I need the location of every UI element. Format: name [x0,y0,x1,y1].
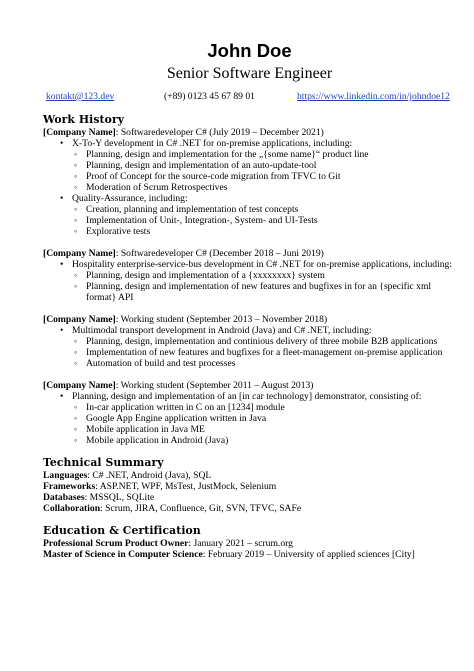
list-item: ◦ Planning, design and implementation of an auto-update-tool [43,160,456,171]
list-item: ◦ Moderation of Scrum Retrospectives [43,182,456,193]
skill-value: : MSSQL, SQLite [84,492,155,503]
job-header [43,314,456,325]
list-item: ◦ Automation of build and test processes [43,358,456,369]
skill-label: Frameworks [43,481,96,492]
job-header [43,380,456,391]
education-label: Professional Scrum Product Owner [43,538,189,549]
list-item: ◦ Proof of Concept for the source-code migration from TFVC to Git [43,171,456,182]
job-header [43,127,456,138]
education-label: Master of Science in Computer Science [43,549,203,560]
email-link[interactable]: kontakt@123.dev [46,91,115,102]
list-item: ◦ Planning, design and implementation of new features and bugfixes in for an {specific xml format} API [43,281,456,303]
skill-label: Languages [43,470,88,481]
list-item: ◦ Explorative tests [43,226,456,237]
company-name: [Company Name] [43,314,116,325]
job-entry [43,127,456,237]
list-item: ◦ Planning, design, implementation and continious delivery of three mobile B2B applications [43,336,456,347]
list-item: ◦ Creation, planning and implementation of test concepts [43,204,456,215]
list-item: ◦ Implementation of new features and bugfixes for a fleet-management on-premise application [43,347,456,358]
list-item [43,325,456,369]
skill-value: : C# .NET, Android (Java), SQL [87,470,212,481]
work-history-heading: Work History [43,113,125,126]
job-role: : Softwaredeveloper C# (December 2018 – Juni 2019) [115,248,324,259]
bullet-text: Planning, design and implementation of an [in car technology] demonstrator, consisting of: [72,391,422,402]
list-item [43,259,456,303]
contact-line [43,91,456,103]
skill-row [43,503,456,514]
bullet-text: Hospitality enterprise-service-bus development in C# .NET for on-premise applications, including: [72,259,453,270]
skill-row [43,470,456,481]
list-item: ◦ Google App Engine application written in Java [43,413,456,424]
bullet-text: Multimodal transport development in Android (Java) and C# .NET, including: [72,325,372,336]
bullet-text: Quality-Assurance, including: [72,193,188,204]
technical-summary-heading: Technical Summary [43,456,164,469]
skill-value: : Scrum, JIRA, Confluence, Git, SVN, TFVC, SAFe [100,503,302,514]
bullet-text: X-To-Y development in C# .NET for on-premise applications, including: [72,138,353,149]
company-name: [Company Name] [43,248,116,259]
candidate-name: John Doe [207,40,292,61]
job-entry [43,314,456,369]
list-item: ◦ Planning, design and implementation for the „{some name}“ product line [43,149,456,160]
job-role: : Working student (September 2013 – November 2018) [115,314,328,325]
job-role: : Working student (September 2011 – August 2013) [115,380,314,391]
skill-value: : ASP.NET, WPF, MsTest, JustMock, Selenium [95,481,277,492]
list-item: ◦ In-car application written in C on an [1234] module [43,402,456,413]
list-item [43,391,456,446]
company-name: [Company Name] [43,127,116,138]
job-entry [43,248,456,303]
list-item: ◦ Mobile application in Java ME [43,424,456,435]
skill-label: Databases [43,492,85,503]
education-row [43,538,456,549]
list-item [43,138,456,193]
list-item [43,193,456,237]
linkedin-link[interactable]: https://www.linkedin.com/in/johndoe12 [297,91,450,102]
education-value: : February 2019 – University of applied sciences [City] [202,549,415,560]
list-item: ◦ Implementation of Unit-, Integration-, System- and UI-Tests [43,215,456,226]
job-role: : Softwaredeveloper C# (July 2019 – December 2021) [115,127,324,138]
list-item: ◦ Mobile application in Android (Java) [43,435,456,446]
skill-row [43,481,456,492]
candidate-title: Senior Software Engineer [166,65,333,82]
job-entry [43,380,456,446]
education-row [43,549,456,560]
skill-label: Collaboration [43,503,101,514]
education-heading: Education & Certification [43,524,201,537]
job-header [43,248,456,259]
skill-row [43,492,456,503]
list-item: ◦ Planning, design and implementation of a {xxxxxxxx} system [43,270,456,281]
company-name: [Company Name] [43,380,116,391]
education-value: : January 2021 – scrum.org [188,538,293,549]
phone-number: (+89) 0123 45 67 89 01 [164,91,255,102]
